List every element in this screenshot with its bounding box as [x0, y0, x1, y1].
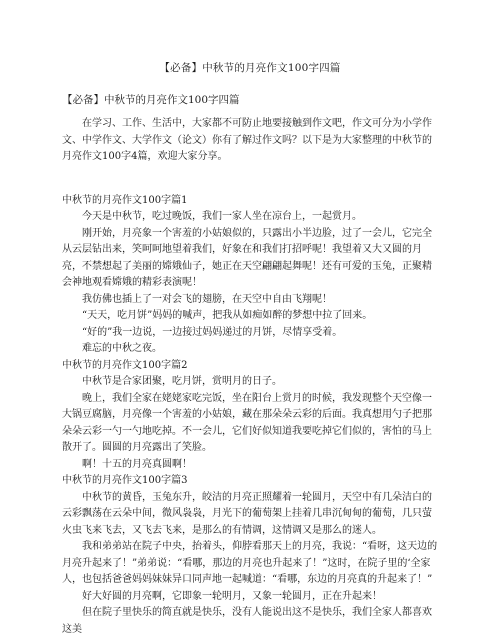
paragraph: 难忘的中秋之夜。 [82, 343, 162, 354]
document-body [62, 116, 438, 638]
document-subtitle: 【必备】中秋节的月亮作文100字四篇 [62, 94, 240, 106]
paragraph: 刚开始，月亮象一个害羞的小姑娘似的，只露出小半边脸，过了一会儿，它完全从云层钻出来，笑呵呵地望着我们，好象在和我们打招呼呢！我望着又大又圆的月亮，不禁想起了美丽的嫦娥仙子，她正在天空翩翩起舞呢！还有可爱的玉兔，正聚精会神地观看嫦娥的精彩表演呢！ [62, 227, 432, 288]
paragraph: 我仿佛也插上了一对会飞的翅膀，在天空中自由飞翔呢！ [82, 293, 332, 305]
paragraph: 我和弟弟站在院子中央，抬着头，仰脖看那天上的月亮，我说：“看呀，这天边的月亮升起来了！”弟弟说：“看哪，那边的月亮也升起来了！”这时，在院子里的‘全家人，也包括爸爸妈妈妹妹异口同声地一起喊道：“看哪，东边的月亮真的升起来了！” [62, 541, 438, 585]
paragraph: 好大好圆的月亮啊，它即象一轮明月，又象一轮圆月，正在升起来！ [82, 590, 382, 602]
intro-paragraph: 在学习、工作、生活中，大家都不可防止地要接触到作文吧，作文可分为小学作文、中学作文、大学作文（论文）你有了解过作文吗？以下是为大家整理的中秋节的月亮作文100字4篇，欢迎大家分享。 [62, 118, 432, 162]
document-title: 【必备】中秋节的月亮作文100字四篇 [159, 62, 341, 74]
paragraph: “天天，吃月饼”妈妈的喊声，把我从如痴如醉的梦想中拉了回来。 [82, 310, 373, 321]
paragraph: 中秋节的黄昏，玉兔东升，皎洁的月亮正照耀着一轮圆月，天空中有几朵洁白的云彩飘荡在云朵中间，微风袅袅，月光下的葡萄架上挂着几串沉甸甸的葡萄，几只萤火虫飞来飞去，又飞去飞来，是那么的有情调，这情调又是那么的迷人。 [62, 491, 432, 536]
section-heading: 中秋节的月亮作文100字篇3 [62, 475, 188, 486]
paragraph: “好的”我一边说，一边接过妈妈递过的月饼，尽情享受着。 [82, 326, 343, 338]
section-heading: 中秋节的月亮作文100字篇2 [62, 359, 188, 371]
paragraph: 晚上，我们全家在姥姥家吃完饭，坐在阳台上赏月的时候，我发现整个天空像一大锅豆腐脑，月亮像一个害羞的小姑娘，藏在那朵朵云彩的后面。我真想用勺子把那朵朵云彩一勺一勺地吃掉。不一会儿，它们好似知道我要吃掉它们似的，害怕的马上散开了。圆圆的月亮露出了笑脸。 [62, 392, 432, 453]
paragraph: 但在院子里快乐的简直就是快乐，没有人能说出这不是快乐，我们全家人都喜欢这美 [62, 607, 432, 635]
paragraph: 中秋节是合家团聚，吃月饼，赏明月的日子。 [82, 376, 282, 387]
section-heading: 中秋节的月亮作文100字篇1 [62, 194, 188, 206]
paragraph: 今天是中秋节，吃过晚饭，我们一家人坐在凉台上，一起赏月。 [82, 211, 362, 222]
paragraph: 啊！十五的月亮真圆啊！ [82, 458, 192, 470]
spacer [62, 166, 438, 193]
